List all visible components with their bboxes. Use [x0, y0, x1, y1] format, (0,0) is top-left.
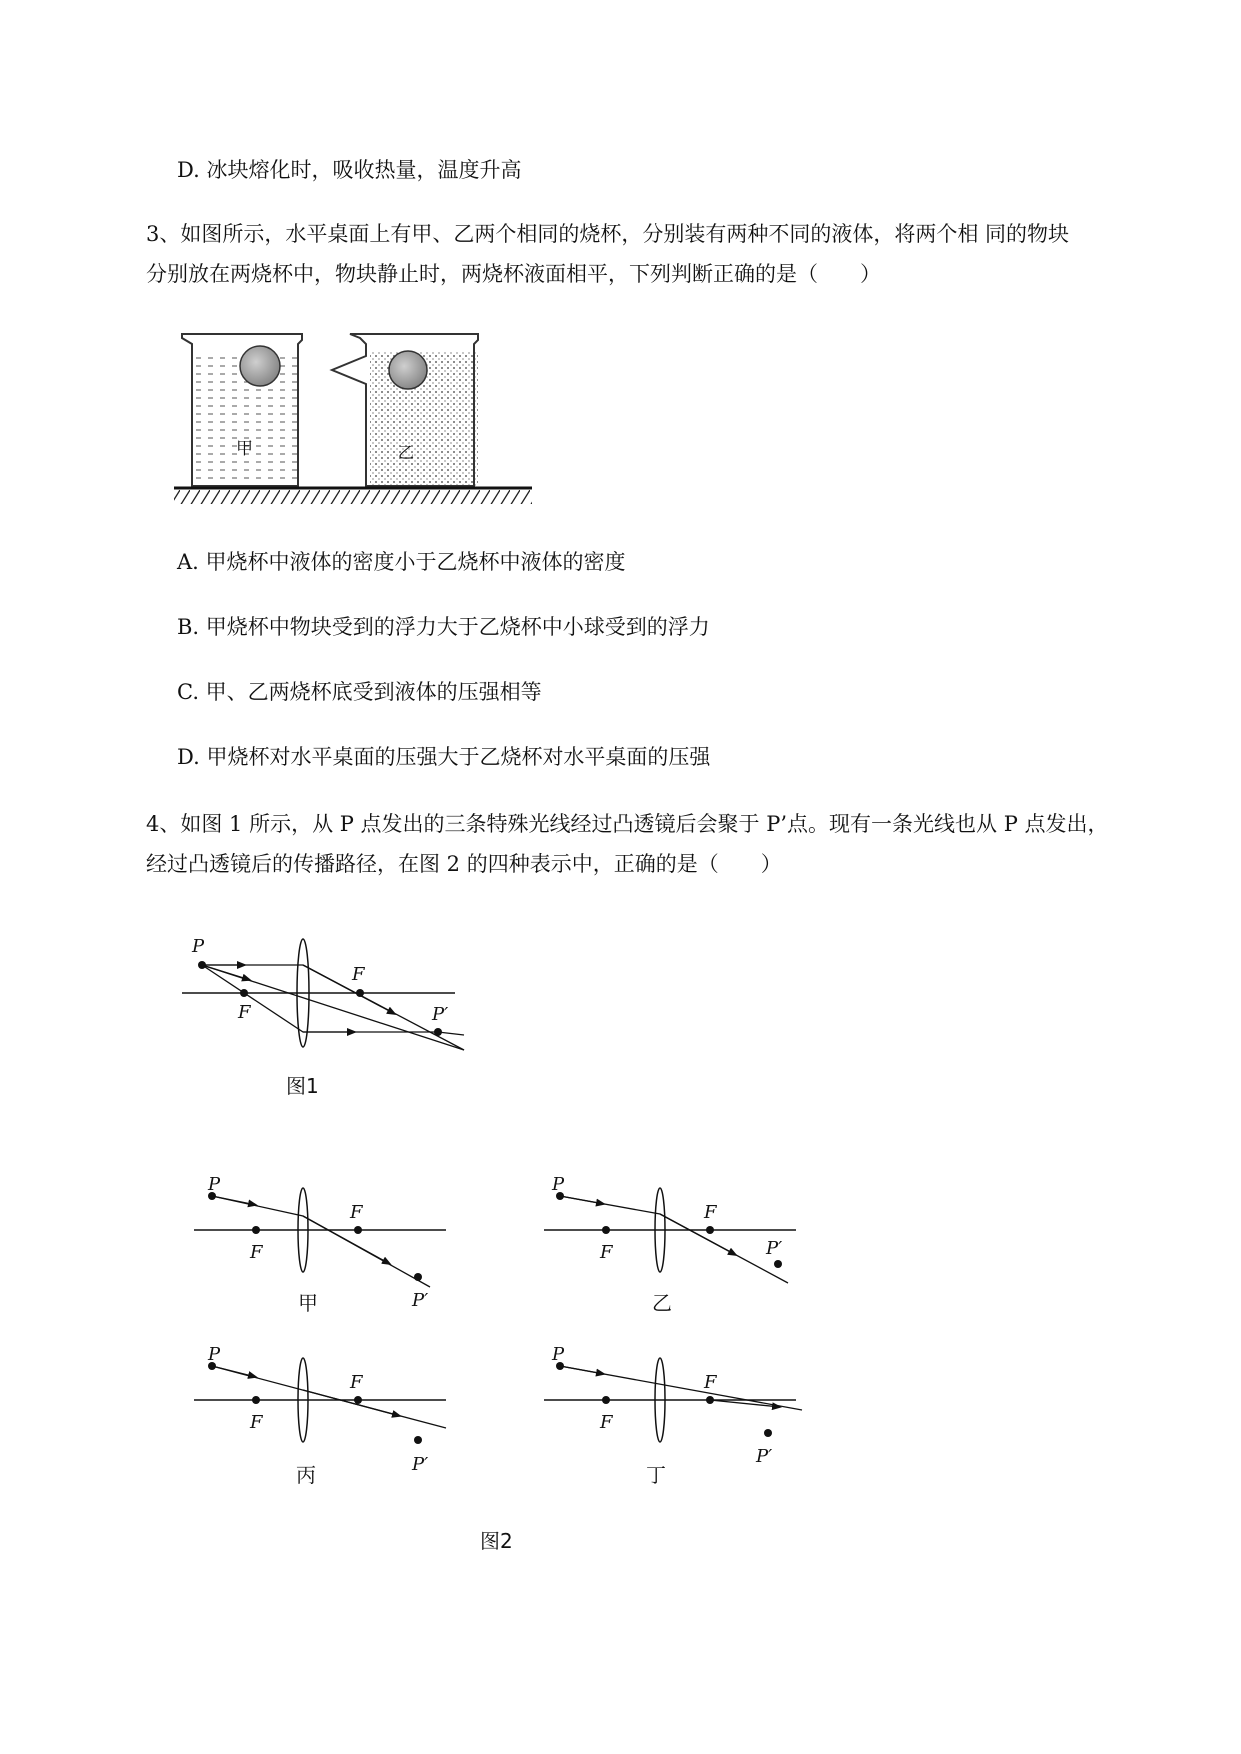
point-p [198, 961, 206, 969]
svg-text:F: F [704, 1372, 717, 1393]
svg-text:P′: P′ [756, 1446, 773, 1467]
panel-label-bing: 丙 [296, 1463, 316, 1487]
q4-figure1 [180, 930, 480, 1110]
block-jia [240, 346, 280, 386]
beaker-label-yi: 乙 [398, 443, 415, 462]
label-p: P [192, 936, 205, 957]
q3-option-d: D. 甲烧杯对水平桌面的压强大于乙烧杯对水平桌面的压强 [177, 745, 711, 769]
label-f-left: F [238, 1002, 251, 1023]
svg-text:P′: P′ [766, 1238, 783, 1259]
label-f-right: F [352, 964, 365, 985]
svg-text:P: P [552, 1344, 565, 1365]
q3-stem-line2: 分别放在两烧杯中，物块静止时，两烧杯液面相平，下列判断正确的是（ ） [146, 262, 881, 286]
figure2-caption: 图2 [480, 1529, 513, 1553]
label-p-prime: P′ [432, 1004, 449, 1025]
focus-right [356, 989, 364, 997]
svg-text:F: F [600, 1242, 613, 1263]
q2-option-d: D. 冰块熔化时，吸收热量，温度升高 [177, 158, 522, 182]
beaker-label-jia: 甲 [236, 439, 253, 459]
q3-stem-line1: 3、如图所示，水平桌面上有甲、乙两个相同的烧杯，分别装有两种不同的液体，将两个相 同的物块 [146, 222, 1070, 246]
q3-option-c: C. 甲、乙两烧杯底受到液体的压强相等 [177, 680, 542, 704]
svg-text:P: P [208, 1344, 221, 1365]
q4-panel-ding [540, 1344, 810, 1490]
panel-label-ding: 丁 [646, 1463, 666, 1487]
svg-text:P′: P′ [412, 1290, 429, 1311]
svg-text:F: F [350, 1372, 363, 1393]
light-ray [212, 1196, 430, 1287]
beaker-jia [182, 334, 302, 486]
image-point [434, 1028, 442, 1036]
block-yi [389, 351, 427, 389]
q3-option-a: A. 甲烧杯中液体的密度小于乙烧杯中液体的密度 [177, 550, 626, 574]
q4-stem-line2: 经过凸透镜后的传播路径，在图 2 的四种表示中，正确的是（ ） [146, 852, 782, 876]
q4-stem-line1: 4、如图 1 所示，从 P 点发出的三条特殊光线经过凸透镜后会聚于 P’点。现有一条光线也从 P 点发出， [146, 812, 1109, 836]
svg-text:F: F [350, 1202, 363, 1223]
panel-label-yi: 乙 [652, 1291, 672, 1315]
q4-figure2-caption-wrap [480, 1520, 560, 1560]
light-ray [560, 1196, 788, 1283]
svg-text:P: P [208, 1174, 221, 1195]
svg-text:P: P [552, 1174, 565, 1195]
svg-text:F: F [600, 1412, 613, 1433]
q4-panel-yi [540, 1174, 810, 1320]
q4-panel-jia [190, 1174, 460, 1320]
q3-option-b: B. 甲烧杯中物块受到的浮力大于乙烧杯中小球受到的浮力 [177, 615, 710, 639]
svg-text:F: F [250, 1242, 263, 1263]
svg-text:F: F [704, 1202, 717, 1223]
figure1-caption: 图1 [286, 1074, 319, 1098]
svg-text:P′: P′ [412, 1454, 429, 1475]
panel-label-jia: 甲 [298, 1291, 318, 1315]
beaker-yi [332, 334, 478, 486]
focus-left [240, 989, 248, 997]
q4-panel-bing [190, 1344, 460, 1490]
svg-text:F: F [250, 1412, 263, 1433]
q3-beakers-figure [170, 330, 540, 510]
table-hatching [174, 490, 532, 504]
